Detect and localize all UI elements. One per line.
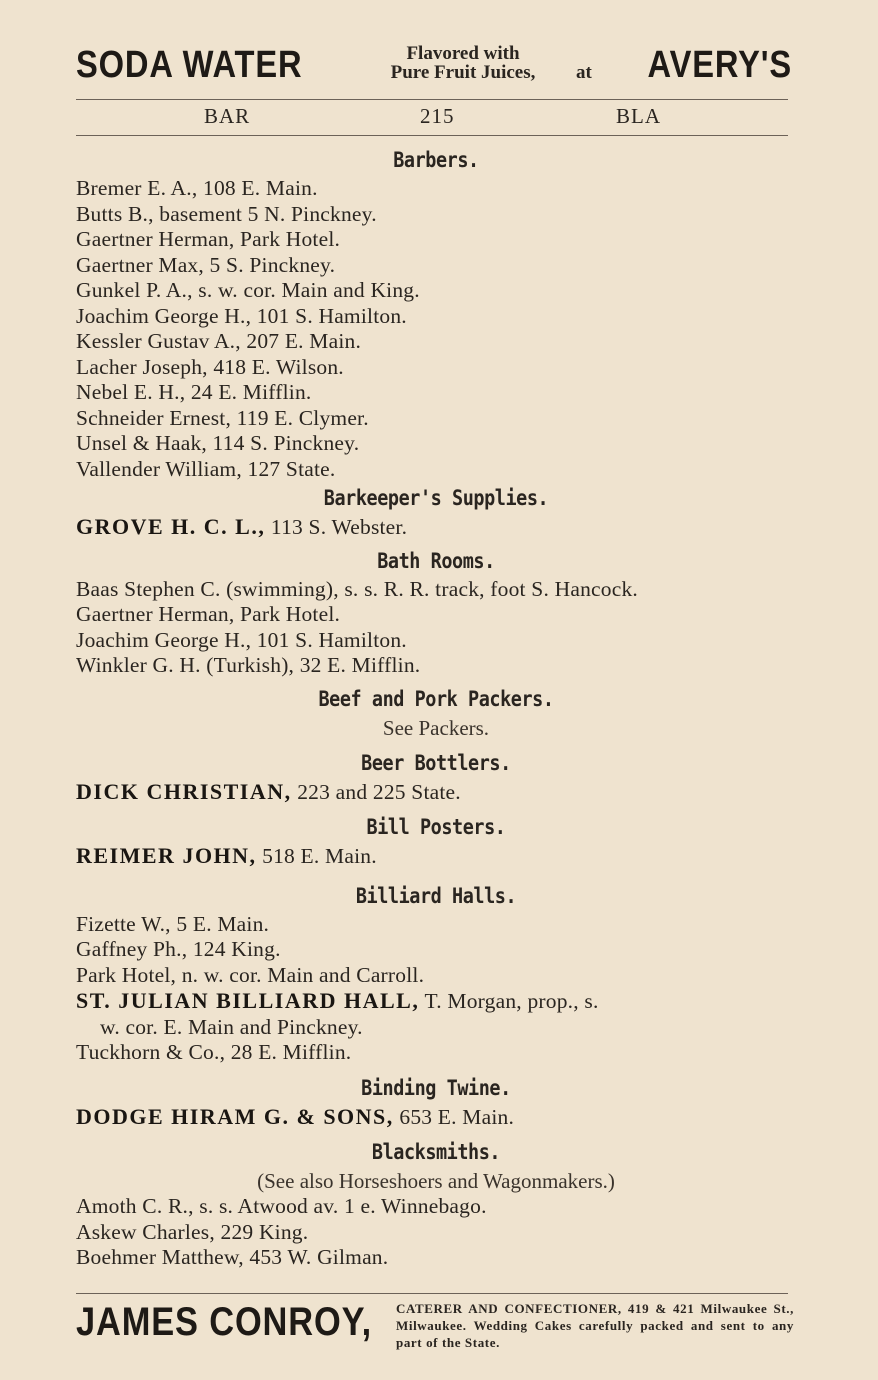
header-ad-at: at <box>576 62 592 83</box>
list-item: Gaffney Ph., 124 King. <box>76 937 281 961</box>
billiard-halls-list <box>76 912 796 1066</box>
list-item: Gaertner Herman, Park Hotel. <box>76 227 341 251</box>
section-heading-beef-pork-packers: Beef and Pork Packers. <box>318 686 554 711</box>
business-name: DODGE HIRAM G. & SONS, <box>76 1103 394 1129</box>
header-ad-right: AVERY'S <box>647 44 792 86</box>
bath-rooms-list <box>76 577 796 679</box>
section-heading-binding-twine: Binding Twine. <box>361 1075 511 1100</box>
business-address: T. Morgan, prop., s. <box>419 989 599 1013</box>
list-item: Fizette W., 5 E. Main. <box>76 911 270 936</box>
list-item: Joachim George H., 101 S. Hamilton. <box>76 303 407 328</box>
list-item: Amoth C. R., s. s. Atwood av. 1 e. Winnebago. <box>76 1194 487 1218</box>
list-item: Vallender William, 127 State. <box>76 456 336 481</box>
running-head <box>76 104 786 130</box>
business-name: DICK CHRISTIAN, <box>76 778 292 804</box>
list-item-continuation <box>76 1015 796 1041</box>
list-item <box>76 779 796 806</box>
header-advertisement <box>76 40 792 90</box>
list-item: Tuckhorn & Co., 28 E. Mifflin. <box>76 1040 352 1064</box>
business-address: 518 E. Main. <box>256 844 377 868</box>
list-item: Gaertner Max, 5 S. Pinckney. <box>76 252 336 277</box>
list-item: Gunkel P. A., s. w. cor. Main and King. <box>76 278 420 302</box>
list-item <box>76 843 796 870</box>
list-item: Winkler G. H. (Turkish), 32 E. Mifflin. <box>76 653 421 677</box>
list-item: Butts B., basement 5 N. Pinckney. <box>76 201 377 226</box>
section-heading-blacksmiths: Blacksmiths. <box>371 1140 501 1164</box>
list-item: Unsel & Haak, 114 S. Pinckney. <box>76 431 360 455</box>
header-ad-middle <box>366 44 560 82</box>
running-head-left: BAR <box>204 104 251 128</box>
list-item: Baas Stephen C. (swimming), s. s. R. R. track, foot S. Hancock. <box>76 576 638 601</box>
list-item: Bremer E. A., 108 E. Main. <box>76 176 318 200</box>
header-ad-middle-line2: Pure Fruit Juices, <box>390 62 536 83</box>
list-item <box>76 514 796 541</box>
list-item: Boehmer Matthew, 453 W. Gilman. <box>76 1245 389 1269</box>
header-ad-middle-line1: Flavored with <box>406 43 520 64</box>
page-number: 215 <box>420 104 455 128</box>
list-item: Schneider Ernest, 119 E. Clymer. <box>76 405 369 430</box>
directory-listings <box>76 144 796 1271</box>
list-item <box>76 988 796 1015</box>
header-ad-left: SODA WATER <box>76 44 303 86</box>
blacksmiths-list <box>76 1194 796 1271</box>
barbers-list <box>76 176 796 482</box>
footer-rule <box>76 1293 788 1294</box>
list-item: Nebel E. H., 24 E. Mifflin. <box>76 380 312 404</box>
cross-reference-note: See Packers. <box>382 715 490 740</box>
list-item: Kessler Gustav A., 207 E. Main. <box>76 329 362 353</box>
section-heading-beer-bottlers: Beer Bottlers. <box>361 750 511 775</box>
business-name: GROVE H. C. L., <box>76 514 266 539</box>
business-name: ST. JULIAN BILLIARD HALL, <box>76 988 420 1013</box>
footer-ad-text: CATERER AND CONFECTIONER, 419 & 421 Milwaukee St., Milwaukee. Wedding Cakes carefully packed and sent to any part of the State. <box>396 1301 794 1350</box>
list-item: Lacher Joseph, 418 E. Wilson. <box>76 354 344 379</box>
business-name: REIMER JOHN, <box>76 843 257 868</box>
section-heading-bill-posters: Bill Posters. <box>366 815 506 839</box>
section-heading-barkeepers-supplies: Barkeeper's Supplies. <box>323 486 549 510</box>
footer-ad-name: JAMES CONROY, <box>76 1300 372 1344</box>
header-rule-bottom <box>76 135 788 136</box>
business-address: 653 E. Main. <box>393 1104 515 1129</box>
section-heading-barbers: Barbers. <box>393 148 479 172</box>
list-item: Joachim George H., 101 S. Hamilton. <box>76 627 407 652</box>
list-item: Askew Charles, 229 King. <box>76 1219 309 1244</box>
business-address: 223 and 225 State. <box>291 779 461 804</box>
header-rule-top <box>76 99 788 100</box>
section-heading-bath-rooms: Bath Rooms. <box>377 548 495 573</box>
list-item <box>76 1104 796 1131</box>
footer-advertisement <box>76 1298 792 1354</box>
cross-reference-note: (See also Horseshoers and Wagonmakers.) <box>257 1169 615 1193</box>
list-item: Park Hotel, n. w. cor. Main and Carroll. <box>76 962 425 987</box>
running-head-right: BLA <box>616 104 661 128</box>
list-item: Gaertner Herman, Park Hotel. <box>76 602 341 626</box>
section-heading-billiard-halls: Billiard Halls. <box>355 883 517 908</box>
business-address: 113 S. Webster. <box>265 515 408 539</box>
business-address-continued: w. cor. E. Main and Pinckney. <box>100 1014 363 1039</box>
